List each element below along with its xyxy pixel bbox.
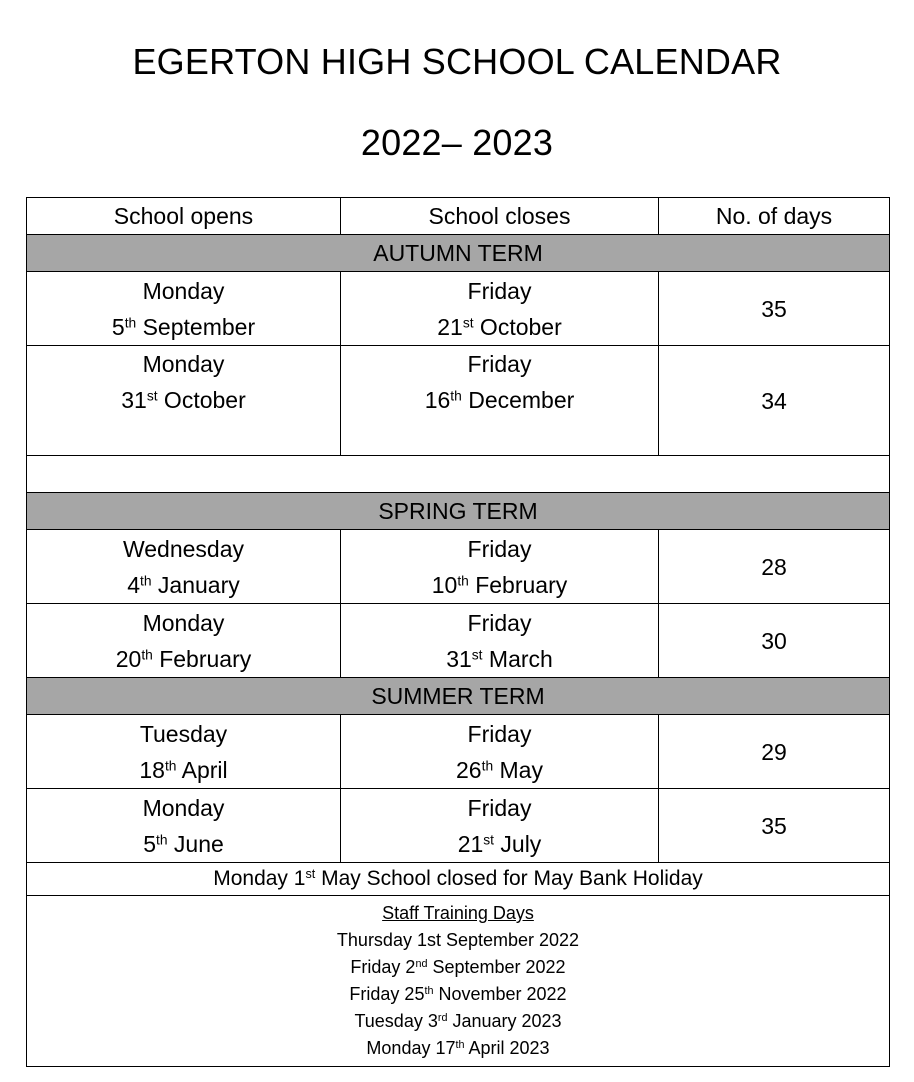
- open-date: 5th June: [143, 830, 224, 857]
- close-weekday: Friday: [467, 720, 532, 747]
- open-weekday: Monday: [142, 277, 225, 304]
- holiday-note-row: [27, 863, 890, 896]
- staff-training-row: [27, 896, 890, 1067]
- open-date: 5th September: [111, 313, 256, 340]
- staff-training-title: Staff Training Days: [382, 903, 534, 923]
- days-count: 28: [659, 530, 890, 604]
- staff-training-cell: [27, 896, 890, 1067]
- open-date-cell: [27, 530, 341, 604]
- days-count: 34: [659, 346, 890, 456]
- close-weekday: Friday: [467, 609, 532, 636]
- open-date: 4th January: [127, 571, 240, 598]
- close-date: 21st July: [457, 830, 542, 857]
- open-weekday: Monday: [142, 794, 225, 821]
- open-weekday: Wednesday: [122, 535, 245, 562]
- open-weekday: Monday: [142, 351, 225, 377]
- open-date: 18th April: [139, 756, 228, 783]
- header-row: [27, 198, 890, 235]
- page-title: EGERTON HIGH SCHOOL CALENDAR: [132, 41, 782, 82]
- days-count: 35: [659, 789, 890, 863]
- close-date: 16th December: [424, 387, 575, 413]
- open-date-cell: [27, 604, 341, 678]
- header-no-of-days: No. of days: [659, 198, 890, 235]
- close-date: 10th February: [431, 571, 568, 598]
- open-weekday: Tuesday: [139, 720, 228, 747]
- staff-training-day: Monday 17th April 2023: [366, 1038, 550, 1058]
- close-date: 21st October: [437, 313, 562, 340]
- header-school-closes: School closes: [341, 198, 659, 235]
- days-count: 29: [659, 715, 890, 789]
- close-date-cell: [341, 530, 659, 604]
- open-date-cell: [27, 715, 341, 789]
- staff-training-day: Thursday 1st September 2022: [336, 930, 580, 950]
- close-date: 31st March: [446, 645, 553, 672]
- close-weekday: Friday: [467, 277, 532, 304]
- close-weekday: Friday: [467, 794, 532, 821]
- close-date: 26th May: [456, 756, 543, 783]
- table-row: [27, 272, 890, 346]
- blank-row: [27, 456, 890, 493]
- close-date-cell: [341, 604, 659, 678]
- close-date-cell: [341, 715, 659, 789]
- header-school-opens: School opens: [27, 198, 341, 235]
- open-date-cell: [27, 789, 341, 863]
- days-count: 35: [659, 272, 890, 346]
- holiday-note: Monday 1st May School closed for May Bank Holiday: [27, 863, 890, 896]
- open-date-cell: [27, 272, 341, 346]
- table-row: [27, 715, 890, 789]
- term-name: AUTUMN TERM: [27, 235, 890, 272]
- table-row: [27, 604, 890, 678]
- staff-training-day: Friday 2nd September 2022: [350, 957, 566, 977]
- close-date-cell: [341, 346, 659, 456]
- days-count: 30: [659, 604, 890, 678]
- term-header-spring: [27, 493, 890, 530]
- term-header-autumn: [27, 235, 890, 272]
- open-weekday: Monday: [142, 609, 225, 636]
- table-row: [27, 789, 890, 863]
- table-row: [27, 530, 890, 604]
- close-date-cell: [341, 272, 659, 346]
- staff-training-day: Friday 25th November 2022: [349, 984, 567, 1004]
- table-row: [27, 346, 890, 456]
- staff-training-day: Tuesday 3rd January 2023: [354, 1011, 562, 1031]
- close-date-cell: [341, 789, 659, 863]
- term-name: SPRING TERM: [27, 493, 890, 530]
- term-name: SUMMER TERM: [27, 678, 890, 715]
- academic-year: 2022– 2023: [360, 122, 554, 163]
- open-date-cell: [27, 346, 341, 456]
- close-weekday: Friday: [467, 351, 532, 377]
- term-header-summer: [27, 678, 890, 715]
- close-weekday: Friday: [467, 535, 532, 562]
- open-date: 31st October: [121, 387, 246, 413]
- calendar-table: [26, 197, 890, 1067]
- open-date: 20th February: [115, 645, 252, 672]
